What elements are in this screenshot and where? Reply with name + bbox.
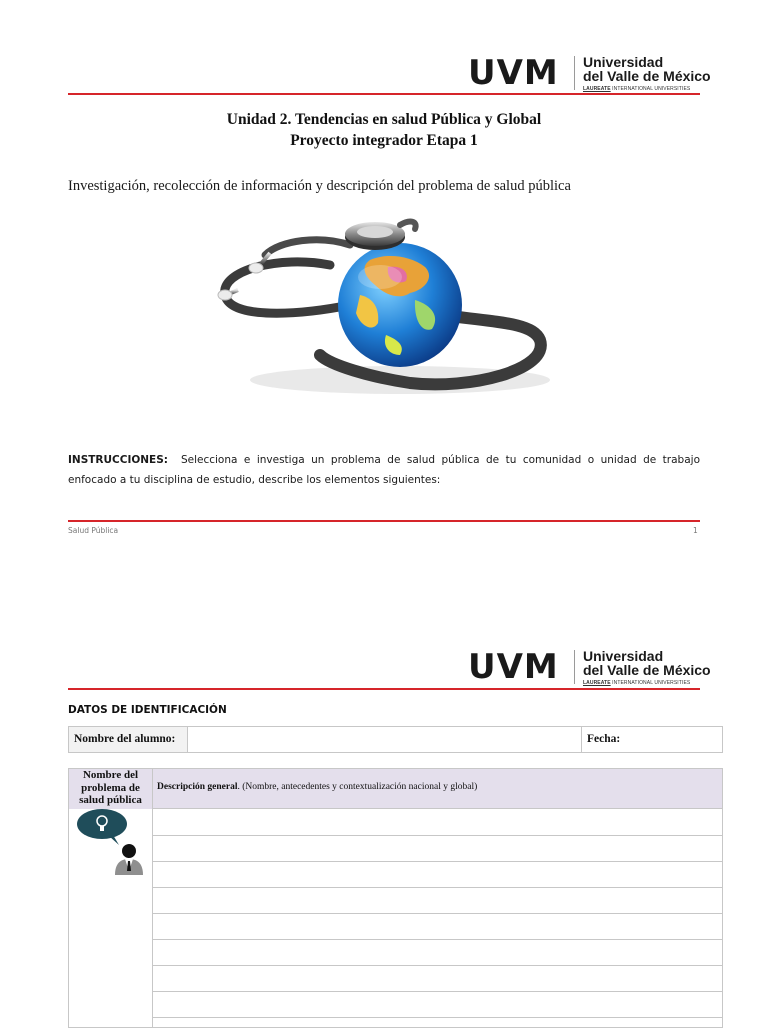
description-row-line: [153, 1017, 722, 1018]
page-subtitle-stage: Proyecto integrador Etapa 1: [290, 132, 478, 149]
stethoscope-globe-illustration: [210, 205, 560, 400]
uvm-logo-mark: UVM: [468, 647, 559, 687]
logo-university-line1: Universidad: [583, 54, 664, 70]
description-row-line: [153, 861, 722, 862]
identification-table: [68, 726, 723, 753]
header-rule: [68, 93, 700, 95]
header-rule-page2: [68, 688, 700, 690]
logo-university-line1: Universidad: [583, 648, 664, 664]
date-cell[interactable]: [582, 727, 722, 752]
footer-course-name: Salud Pública: [68, 526, 119, 535]
description-row-line: [153, 991, 722, 992]
footer-page-number: 1: [693, 526, 698, 535]
description-row-line: [153, 939, 722, 940]
logo-laureate-line: [583, 680, 690, 686]
logo-separator: [574, 56, 575, 90]
instructions-label: INSTRUCCIONES:: [68, 454, 168, 466]
problem-name-column: [69, 769, 153, 1027]
logo-university-line2: del Valle de México: [583, 662, 711, 678]
page-title: Unidad 2. Tendencias en salud Pública y Global: [226, 111, 542, 128]
identification-section-title: DATOS DE IDENTIFICACIÓN: [68, 704, 227, 716]
description-row-line: [153, 965, 722, 966]
footer-rule: [68, 520, 700, 522]
idea-bubble-person-icon: [75, 809, 147, 879]
logo-laureate-rest: INTERNATIONAL UNIVERSITIES: [610, 86, 691, 92]
date-label: Fecha:: [587, 733, 621, 745]
description-row-line: [153, 913, 722, 914]
instructions-paragraph: [68, 450, 700, 490]
general-description-header: [153, 769, 722, 809]
logo-laureate-line: [583, 86, 690, 92]
general-description-bold: Descripción general: [157, 782, 238, 792]
instructions-text: Selecciona e investiga un problema de salud pública de tu comunidad o unidad de trabajo enfocado a tu disciplina de estudio, describe los elementos siguientes:: [68, 454, 700, 486]
logo-university-line2: del Valle de México: [583, 68, 711, 84]
uvm-logo: [468, 53, 711, 94]
student-name-field[interactable]: [188, 727, 582, 752]
general-description-rest: . (Nombre, antecedentes y contextualización nacional y global): [237, 782, 478, 792]
description-row-line: [153, 887, 722, 888]
general-description-text: [157, 782, 477, 792]
student-name-label-cell: [69, 727, 188, 752]
logo-laureate-rest: INTERNATIONAL UNIVERSITIES: [610, 680, 691, 686]
description-row-line: [153, 835, 722, 836]
logo-separator: [574, 650, 575, 684]
student-name-label: Nombre del alumno:: [74, 733, 176, 745]
problem-table: [68, 768, 723, 1028]
logo-laureate-bold: LAUREATE: [583, 86, 611, 92]
uvm-logo-mark: UVM: [468, 53, 559, 93]
logo-laureate-bold: LAUREATE: [583, 680, 611, 686]
problem-name-header: Nombre del problema de salud pública: [69, 769, 152, 809]
uvm-logo-page2: [468, 647, 711, 688]
section-subtitle: Investigación, recolección de información y descripción del problema de salud pública: [68, 178, 571, 194]
